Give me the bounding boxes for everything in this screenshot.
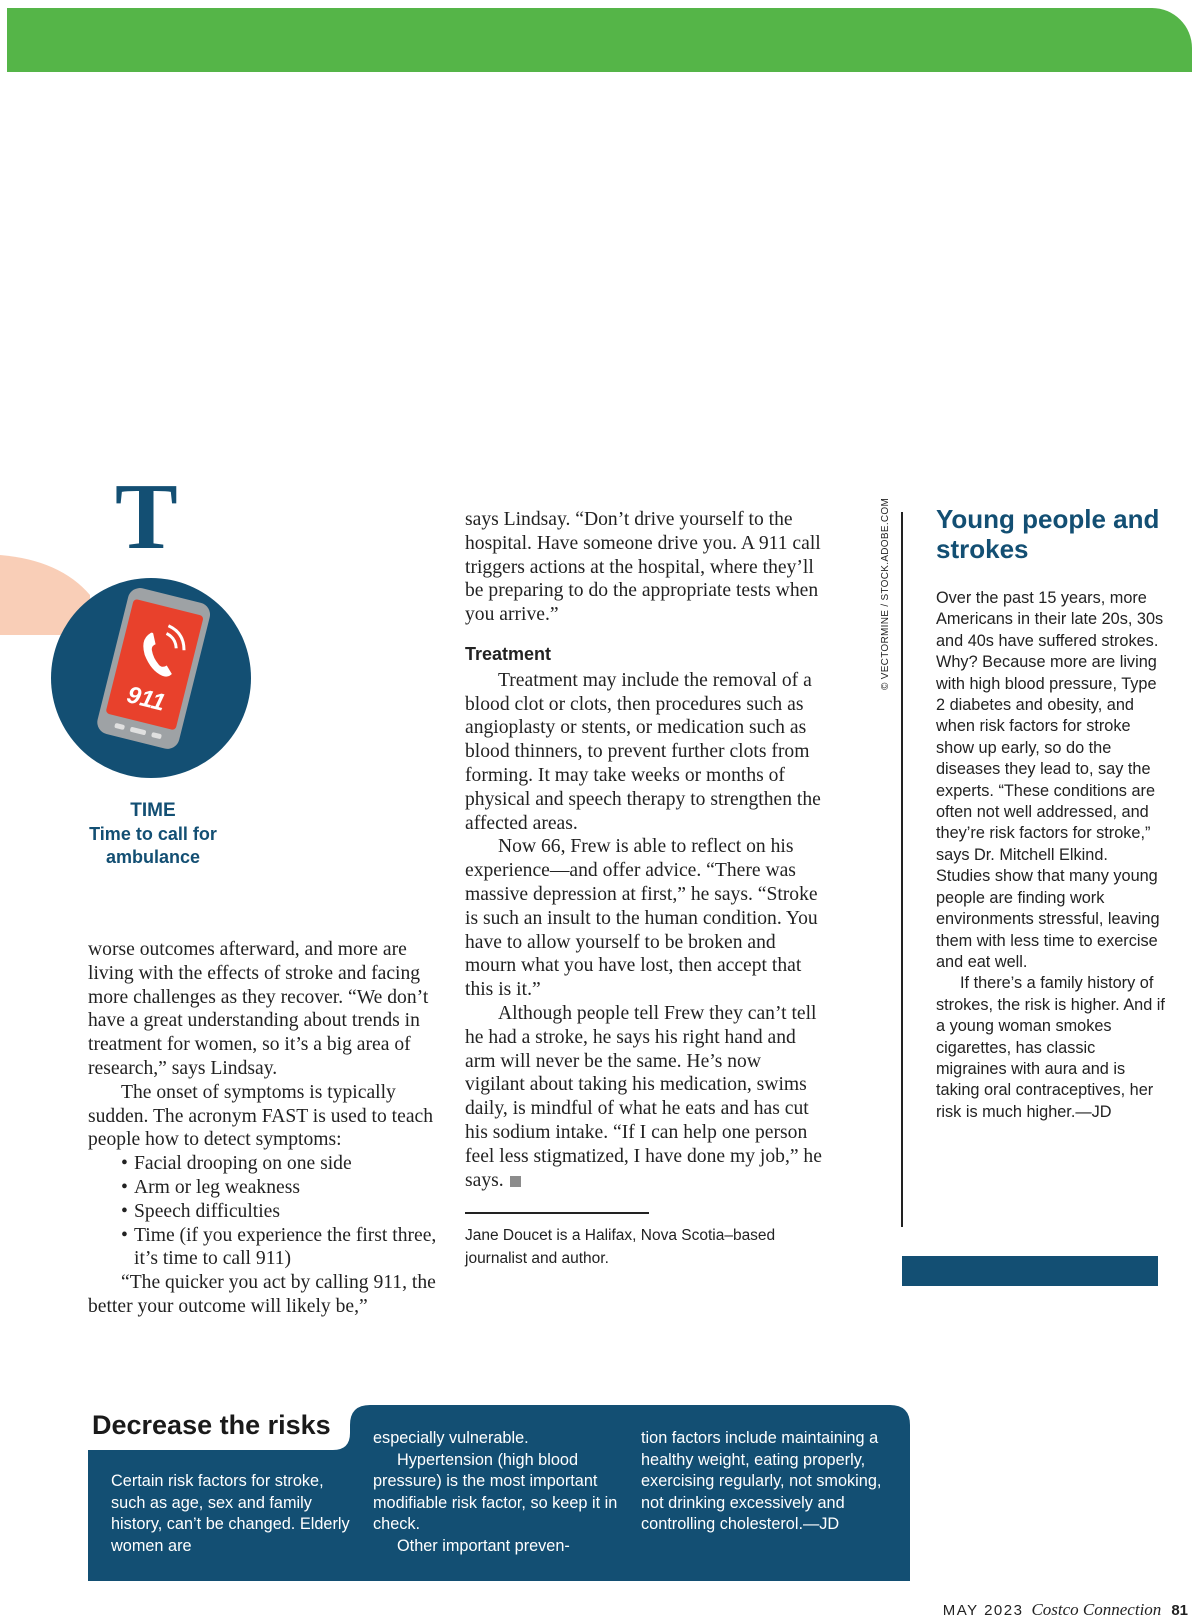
symptom-list [88,1152,438,1271]
list-item: • Speech difficulties [121,1200,438,1224]
paragraph [465,1002,825,1192]
paragraph: Now 66, Frew is able to reflect on his experience—and offer advice. “There was massive depression at first,” he says. “Stroke is such an insult to the human condition. You have to allow yourself to be broken and mourn what you have lost, then accept that this is it.” [465,836,818,1001]
paragraph: Hypertension (high blood pressure) is the most important modifiable risk factor, so keep it in check. [373,1450,618,1534]
article-column-1 [88,938,438,1319]
drop-letter: T [115,465,178,569]
byline-divider [465,1212,649,1214]
paragraph: Other important preven- [397,1536,570,1555]
photo-credit: © VECTORMINE / STOCK.ADOBE.COM [880,497,891,690]
list-item: • Arm or leg weakness [121,1176,438,1200]
paragraph: worse outcomes afterward, and more are living with the effects of stroke and facing more challenges as they recover. “We don’t have a great understanding about trends in treatment for women, so it’s a big area of research,” says Lindsay. [88,939,429,1079]
paragraph: “The quicker you act by calling 911, the better your outcome will likely be,” [88,1272,436,1317]
list-item: • Time (if you experience the first three, it’s time to call 911) [121,1224,438,1272]
author-byline: Jane Doucet is a Halifax, Nova Scotia–based journalist and author. [465,1227,776,1267]
paragraph: Over the past 15 years, more Americans in their late 20s, 30s and 40s have suffered strokes. Why? Because more are living with high blood pressure, Type 2 diabetes and obesity, and when risk factors for stroke show up early, so do the diseases they lead to, say the experts. “These conditions are often not well addressed, and they’re risk factors for stroke,” says Dr. Mitchell Elkind. Studies show that many young people are finding work environments stressful, leaving them with less time to exercise and eat well. [936,589,1164,971]
risk-column-1 [111,1471,361,1557]
footer-date: MAY 2023 [942,1602,1024,1619]
paragraph: If there’s a family history of strokes, the risk is higher. And if a young woman smokes cigarettes, has classic migraines with aura and is taking oral contraceptives, her risk is much higher.—JD [936,974,1165,1121]
end-mark [510,1176,521,1187]
paragraph: says Lindsay. “Don’t drive yourself to the hospital. Have someone drive you. A 911 call triggers actions at the hospital, where they’ll be preparing to do the appropriate tests when you arrive.” [465,509,821,626]
paragraph: tion factors include maintaining a healthy weight, eating properly, exercising regularly, not smoking, not drinking excessively and controlling cholesterol.—JD [641,1429,882,1534]
phone-screen-text: 911 [124,681,168,717]
icon-caption-text: Time to call for ambulance [89,824,217,867]
paragraph: Certain risk factors for stroke, such as age, sex and family history, can’t be changed. Elderly women are [111,1472,350,1555]
paragraph: Treatment may include the removal of a blood clot or clots, then procedures such as angioplasty or stents, or medication such as blood thinners, to prevent further clots from forming. It may take weeks or months of physical and speech therapy to strengthen the affected areas. [465,669,821,834]
sidebar-divider [901,512,903,1227]
sidebar-bottom-bar [902,1256,1158,1286]
smartphone-911-icon [48,575,254,781]
risk-column-2 [373,1428,618,1558]
paragraph: The onset of symptoms is typically sudden. The acronym FAST is used to teach people how to detect symptoms: [88,1081,434,1151]
section-subhead: Treatment [465,643,552,664]
page-footer [943,1600,1188,1620]
footer-publication: Costco Connection [1031,1600,1162,1619]
sidebar-body [936,588,1166,1123]
paragraph: especially vulnerable. [373,1429,529,1447]
top-color-bar [7,8,1192,72]
risk-column-3 [641,1428,896,1536]
risk-box-title: Decrease the risks [92,1410,331,1440]
sidebar-title: Young people and strokes [936,504,1160,564]
article-column-2 [465,508,825,1192]
list-item: • Facial drooping on one side [121,1152,438,1176]
page-number: 81 [1171,1602,1188,1619]
icon-caption-title: TIME [130,800,176,821]
paragraph-text: Although people tell Frew they can’t tell he had a stroke, he says his right hand and arm will never be the same. He’s now vigilant about taking his medication, swims daily, is mindful of what he eats and has cut his sodium intake. “If I can help one person feel less stigmatized, I have done my job,” he says. [465,1002,822,1191]
